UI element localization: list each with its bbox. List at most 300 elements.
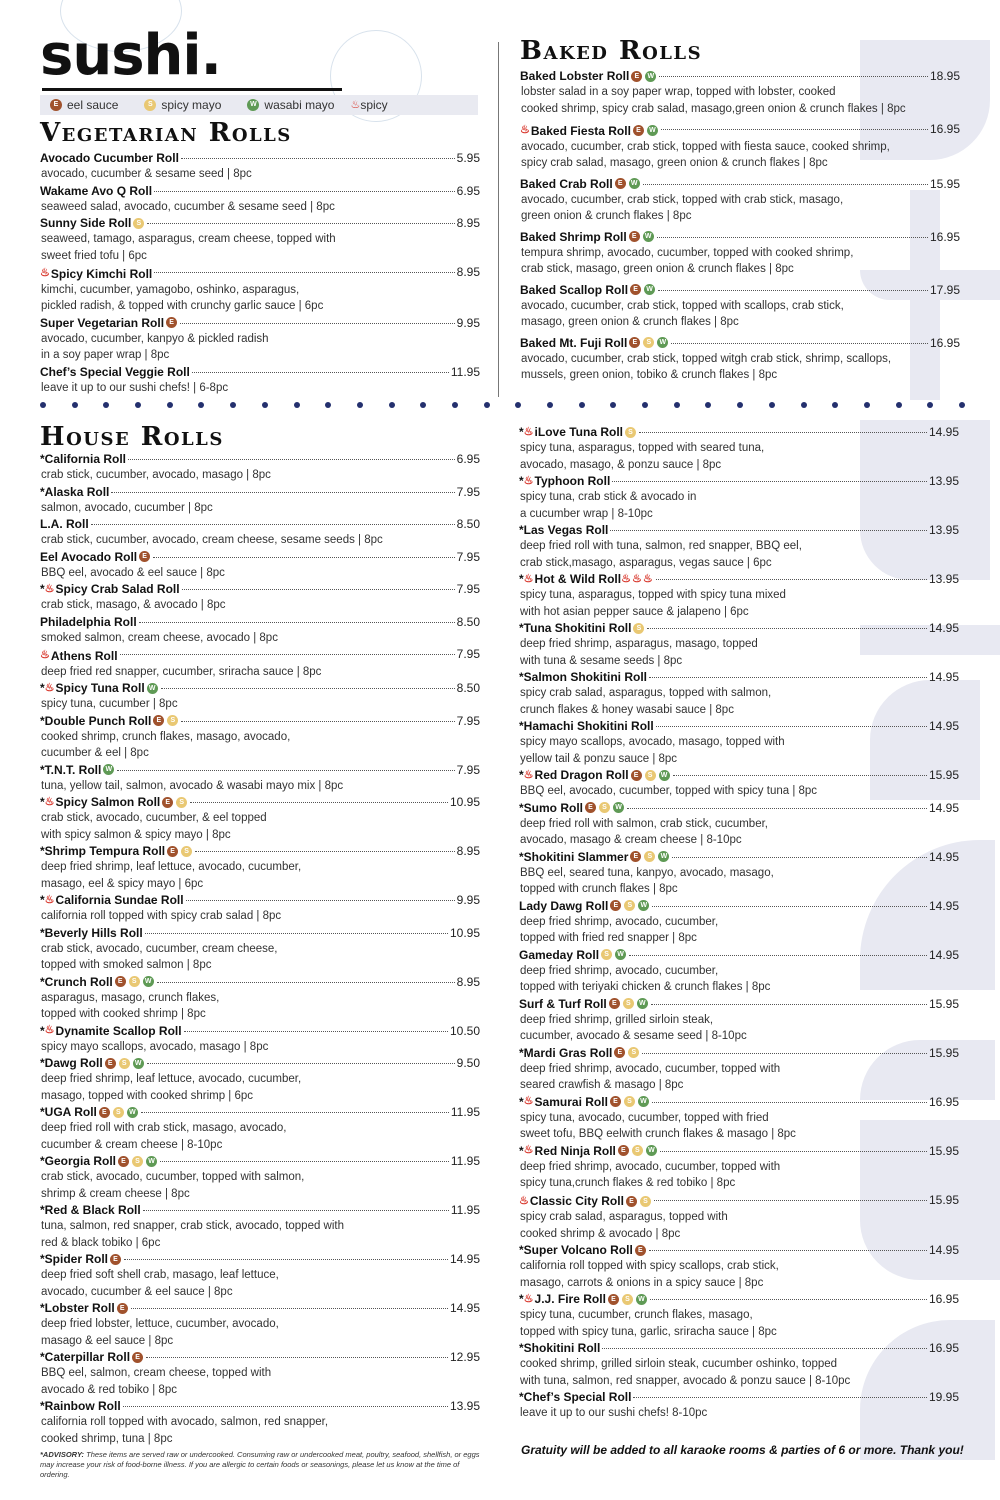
menu-item-name-wrap bbox=[40, 1202, 141, 1218]
menu-item-description: deep fried shrimp, leaf lettuce, avocado, cucumber, masago, eel & spicy mayo | 6pc bbox=[41, 861, 302, 890]
menu-item-price: 13.95 bbox=[928, 572, 959, 586]
menu-item-price: 7.95 bbox=[456, 549, 480, 564]
menu-item-name-wrap bbox=[40, 974, 155, 990]
raw-advisory-asterisk: * bbox=[40, 582, 45, 596]
menu-item-row bbox=[40, 925, 480, 941]
menu-item-price: 9.95 bbox=[456, 893, 480, 907]
wasabi-mayo-icon: W bbox=[637, 998, 648, 1009]
section-title: Baked Rolls bbox=[520, 36, 703, 66]
menu-item-row bbox=[519, 669, 959, 685]
menu-item-name: Samurai Roll bbox=[534, 1094, 608, 1109]
separator-dot bbox=[262, 402, 268, 408]
menu-item-name: Baked Crab Roll bbox=[520, 176, 613, 191]
menu-item-row bbox=[520, 176, 960, 192]
spicy-flame-icon: ♨ bbox=[40, 649, 50, 661]
dot-leader bbox=[91, 524, 455, 525]
dot-leader bbox=[195, 851, 455, 852]
menu-item-name-wrap bbox=[519, 522, 608, 538]
menu-item-description: avocado, cucumber & sesame seed | 8pc bbox=[41, 168, 252, 180]
dot-leader bbox=[128, 459, 455, 460]
separator-dot bbox=[294, 402, 300, 408]
menu-item-name-wrap bbox=[40, 762, 115, 778]
menu-item-name: Red Ninja Roll bbox=[534, 1143, 616, 1158]
menu-item-price: 9.95 bbox=[456, 315, 480, 330]
menu-item bbox=[40, 646, 480, 680]
menu-item-description: deep fried roll with crab stick, masago, avocado, cucumber & cream cheese | 8-10pc bbox=[41, 1122, 287, 1151]
menu-item-name: Baked Scallop Roll bbox=[520, 282, 629, 297]
menu-item-description: deep fried red snapper, cucumber, sriracha sauce | 8pc bbox=[41, 665, 322, 678]
menu-item-description: spicy mayo scallops, avocado, masago, topped with yellow tail & ponzu sauce | 8pc bbox=[520, 736, 785, 765]
menu-item-price: 17.95 bbox=[929, 282, 960, 297]
menu-item-description: crab stick, avocado, cucumber, & eel topped with spicy salmon & spicy mayo | 8pc bbox=[41, 812, 267, 841]
menu-item bbox=[519, 1291, 959, 1340]
menu-item-name: T.N.T. Roll bbox=[44, 762, 102, 777]
menu-item-description: crab stick, avocado, cucumber, cream cheese, topped with smoked salmon | 8pc bbox=[41, 942, 278, 971]
wasabi-mayo-icon: W bbox=[647, 125, 658, 136]
separator-dot bbox=[72, 402, 78, 408]
wasabi-mayo-icon: W bbox=[644, 284, 655, 295]
menu-item-name-wrap bbox=[520, 176, 641, 192]
menu-item-name-wrap bbox=[520, 123, 659, 139]
menu-item bbox=[40, 794, 480, 843]
menu-item-price: 15.95 bbox=[929, 176, 960, 191]
menu-item-name: Baked Fiesta Roll bbox=[530, 123, 631, 138]
spicy-mayo-icon: S bbox=[633, 623, 644, 634]
menu-item-price: 7.95 bbox=[456, 647, 480, 661]
menu-item bbox=[40, 484, 480, 517]
menu-item-price: 15.95 bbox=[928, 768, 959, 782]
legend-wasabi bbox=[247, 98, 334, 112]
separator-dot bbox=[357, 402, 363, 408]
menu-item bbox=[519, 1045, 959, 1094]
menu-item-price: 16.95 bbox=[928, 1094, 959, 1109]
eel-sauce-icon: E bbox=[608, 1294, 619, 1305]
menu-item bbox=[40, 925, 480, 974]
menu-item-name-wrap bbox=[519, 473, 610, 489]
spicy-mayo-icon: S bbox=[599, 802, 610, 813]
separator-dot bbox=[515, 402, 521, 408]
dot-leader bbox=[673, 775, 927, 776]
spicy-flame-icon: ♨ bbox=[519, 1194, 529, 1207]
menu-item-name: Mardi Gras Roll bbox=[523, 1045, 613, 1060]
legend-label: wasabi mayo bbox=[264, 98, 335, 112]
house-rolls-list bbox=[40, 451, 480, 1447]
menu-item-price: 12.95 bbox=[449, 1350, 480, 1364]
menu-item-description: spicy crab salad, asparagus, topped with cooked shrimp & avocado | 8pc bbox=[520, 1211, 728, 1240]
wasabi-mayo-icon: W bbox=[127, 1107, 138, 1118]
spicy-mayo-icon: S bbox=[644, 851, 655, 862]
menu-item-description: deep fried shrimp, asparagus, masago, topped with tuna & sesame seeds | 8pc bbox=[520, 638, 758, 667]
spicy-mayo-icon: S bbox=[176, 797, 187, 808]
menu-item-description: salmon, avocado, cucumber | 8pc bbox=[41, 501, 213, 514]
separator-dot bbox=[927, 402, 933, 408]
menu-item bbox=[40, 549, 480, 582]
menu-item bbox=[519, 571, 959, 620]
separator-dot bbox=[484, 402, 490, 408]
raw-advisory-asterisk: * bbox=[519, 1243, 524, 1257]
menu-item-price: 19.95 bbox=[928, 1390, 959, 1404]
menu-item-name: Dynamite Scallop Roll bbox=[55, 1023, 182, 1038]
menu-item-name-wrap bbox=[40, 581, 180, 597]
menu-item-description: spicy tuna, avocado, cucumber, topped with fried sweet tofu, BBQ eelwith crunch flakes & masago | 8pc bbox=[520, 1111, 796, 1140]
menu-item-row bbox=[40, 315, 480, 331]
eel-sauce-icon: E bbox=[99, 1107, 110, 1118]
eel-sauce-icon: E bbox=[50, 99, 62, 111]
dot-leader bbox=[643, 184, 928, 185]
wasabi-mayo-icon: W bbox=[247, 99, 259, 111]
eel-sauce-icon: E bbox=[110, 1254, 121, 1265]
menu-item-description: tuna, yellow tail, salmon, avocado & wasabi mayo mix | 8pc bbox=[41, 779, 344, 792]
legend-spicy-mayo bbox=[144, 98, 221, 112]
spicy-flame-icon: ♨ bbox=[44, 795, 55, 808]
separator-dot bbox=[864, 402, 870, 408]
spicy-mayo-icon: S bbox=[640, 1196, 651, 1207]
raw-advisory-asterisk: * bbox=[519, 621, 524, 635]
spicy-mayo-icon: S bbox=[601, 949, 612, 960]
wasabi-mayo-icon: W bbox=[629, 178, 640, 189]
menu-item-row bbox=[40, 183, 480, 199]
raw-advisory-asterisk: * bbox=[519, 1045, 524, 1060]
dot-leader bbox=[639, 432, 927, 433]
menu-item-name: Georgia Roll bbox=[44, 1154, 117, 1168]
menu-item-row bbox=[40, 549, 480, 565]
advisory-text: These items are served raw or undercooked. Consuming raw or undercooked meat, poultry, seafood, shellfish, or eggs may increase your risk of food-borne illness. If you are allergic to certain foods or seasonings, please let us know at the time of ordering. bbox=[40, 1450, 480, 1479]
dot-leader bbox=[647, 628, 927, 629]
raw-advisory-asterisk: * bbox=[519, 1094, 524, 1109]
dot-leader bbox=[650, 1299, 927, 1300]
menu-item-row bbox=[40, 1349, 480, 1365]
menu-item bbox=[40, 843, 480, 892]
dot-leader bbox=[602, 1348, 927, 1349]
menu-item-price: 10.95 bbox=[449, 795, 480, 809]
menu-item-name-wrap bbox=[520, 282, 656, 298]
menu-item-name: Red & Black Roll bbox=[44, 1203, 141, 1217]
dot-leader bbox=[649, 1250, 927, 1251]
menu-item-row bbox=[40, 680, 480, 696]
menu-item-row bbox=[40, 713, 480, 729]
menu-item-row bbox=[40, 1104, 480, 1120]
menu-item-description: BBQ eel, avocado & eel sauce | 8pc bbox=[41, 566, 225, 579]
menu-item-name-wrap bbox=[519, 571, 654, 587]
menu-item-name-wrap bbox=[40, 484, 109, 500]
separator-dot bbox=[40, 402, 46, 408]
spicy-flame-icon: ♨ bbox=[44, 582, 55, 595]
eel-sauce-icon: E bbox=[630, 284, 641, 295]
menu-item-row bbox=[40, 264, 480, 282]
menu-item-description: leave it up to our sushi chefs! 8-10pc bbox=[520, 1407, 708, 1419]
menu-item-name-wrap bbox=[40, 1023, 182, 1039]
eel-sauce-icon: E bbox=[117, 1303, 128, 1314]
separator-dot bbox=[452, 402, 458, 408]
dot-leader bbox=[627, 808, 927, 809]
spicy-mayo-icon: S bbox=[119, 1058, 130, 1069]
menu-item-description: spicy tuna, asparagus, topped with spicy tuna mixed with hot asian pepper sauce & jalapeno | 6pc bbox=[520, 589, 786, 618]
menu-item bbox=[519, 522, 959, 571]
menu-item-row bbox=[519, 571, 959, 587]
menu-item-price: 18.95 bbox=[929, 69, 960, 83]
legend-spicy bbox=[350, 98, 387, 112]
menu-item-price: 6.95 bbox=[456, 452, 480, 466]
menu-item-row bbox=[40, 516, 480, 532]
house-rolls-list-right bbox=[519, 424, 959, 1422]
menu-item-description: deep fried roll with salmon, crab stick, cucumber, avocado, masago & cream cheese | 8-10pc bbox=[520, 817, 768, 846]
menu-item-description: spicy tuna, crab stick & avocado in a cucumber wrap | 8-10pc bbox=[520, 491, 697, 520]
raw-advisory-asterisk: * bbox=[40, 713, 45, 728]
menu-item-price: 14.95 bbox=[928, 670, 959, 684]
raw-advisory-asterisk: * bbox=[40, 452, 45, 466]
menu-item-price: 5.95 bbox=[456, 151, 480, 165]
menu-item-description: tempura shrimp, avocado, cucumber, topped with cooked shrimp, crab stick, masago, green onion & crunch flakes | 8pc bbox=[521, 246, 854, 275]
raw-advisory-asterisk: * bbox=[519, 474, 524, 488]
menu-item-description: BBQ eel, salmon, cream cheese, topped with avocado & red tobiko | 8pc bbox=[41, 1367, 272, 1396]
menu-item-name: Crunch Roll bbox=[44, 974, 113, 989]
menu-item-name: Spicy Tuna Roll bbox=[55, 681, 145, 695]
brand-underline bbox=[42, 88, 342, 91]
menu-item-row bbox=[40, 484, 480, 500]
dot-leader bbox=[672, 857, 927, 858]
dot-leader bbox=[182, 589, 455, 590]
menu-item-name: Hamachi Shokitini Roll bbox=[523, 719, 654, 733]
menu-item bbox=[519, 1389, 959, 1422]
menu-item-row bbox=[520, 121, 960, 139]
menu-item-description: deep fried soft shell crab, masago, leaf lettuce, avocado, cucumber & eel sauce | 8pc bbox=[41, 1269, 279, 1298]
menu-item bbox=[40, 1055, 480, 1104]
menu-item-row bbox=[40, 1300, 480, 1316]
eel-sauce-icon: E bbox=[615, 178, 626, 189]
eel-sauce-icon: E bbox=[630, 851, 641, 862]
menu-item-price: 13.95 bbox=[928, 474, 959, 488]
section-title: House Rolls bbox=[40, 422, 224, 452]
baked-list bbox=[520, 68, 960, 384]
menu-item-price: 13.95 bbox=[449, 1399, 480, 1413]
menu-item-row bbox=[519, 849, 959, 865]
dot-leader bbox=[145, 933, 448, 934]
menu-item-name-wrap bbox=[519, 849, 670, 865]
separator-dot bbox=[642, 402, 648, 408]
menu-item-price: 14.95 bbox=[928, 849, 959, 864]
menu-item bbox=[40, 614, 480, 647]
dot-leader bbox=[629, 955, 927, 956]
menu-item-price: 8.50 bbox=[456, 614, 480, 629]
menu-item-name: Spicy Crab Salad Roll bbox=[55, 582, 180, 596]
menu-item-price: 11.95 bbox=[450, 1154, 480, 1168]
separator-dot bbox=[705, 402, 711, 408]
eel-sauce-icon: E bbox=[609, 998, 620, 1009]
menu-item-name: Beverly Hills Roll bbox=[44, 925, 143, 940]
raw-advisory-asterisk: * bbox=[40, 795, 45, 809]
spicy-flame-icon: ♨ bbox=[520, 124, 530, 136]
wasabi-mayo-icon: W bbox=[658, 851, 669, 862]
menu-item-price: 14.95 bbox=[928, 898, 959, 913]
menu-item-name: Eel Avocado Roll bbox=[40, 549, 138, 564]
eel-sauce-icon: E bbox=[631, 71, 642, 82]
spicy-mayo-icon: S bbox=[144, 99, 156, 111]
dot-leader bbox=[131, 1308, 448, 1309]
spicy-flame-icon: ♨ bbox=[44, 893, 55, 906]
raw-advisory-asterisk: * bbox=[519, 425, 524, 439]
menu-item-name: Lady Dawg Roll bbox=[519, 898, 609, 913]
spicy-flame-icon: ♨ bbox=[523, 768, 534, 781]
flame-icon: ♨ bbox=[350, 98, 361, 111]
eel-sauce-icon: E bbox=[618, 1145, 629, 1156]
menu-item-price: 16.95 bbox=[929, 335, 960, 350]
menu-item-row bbox=[519, 1340, 959, 1356]
menu-item-name: Hot & Wild Roll bbox=[534, 572, 622, 586]
eel-sauce-icon: E bbox=[115, 976, 126, 987]
menu-item-name: Sumo Roll bbox=[523, 800, 584, 815]
menu-item-row bbox=[40, 1153, 480, 1169]
separator-dot bbox=[167, 402, 173, 408]
menu-item-name: Chef’s Special Roll bbox=[523, 1390, 632, 1404]
wasabi-mayo-icon: W bbox=[143, 976, 154, 987]
menu-item-name-wrap bbox=[519, 1193, 652, 1209]
separator-dot bbox=[135, 402, 141, 408]
menu-item bbox=[40, 892, 480, 925]
menu-item-name-wrap bbox=[519, 669, 647, 685]
spicy-flame-icon: ♨ bbox=[523, 474, 534, 487]
raw-advisory-asterisk: * bbox=[40, 1301, 45, 1315]
raw-advisory-asterisk: * bbox=[519, 768, 524, 782]
menu-item-price: 10.95 bbox=[449, 925, 480, 940]
menu-item-row bbox=[40, 581, 480, 597]
raw-advisory-asterisk: * bbox=[40, 1154, 45, 1168]
menu-item-row bbox=[520, 229, 960, 245]
menu-item-name-wrap bbox=[40, 549, 151, 565]
menu-item-name-wrap bbox=[40, 1398, 121, 1414]
gratuity-note: Gratuity will be added to all karaoke rooms & parties of 6 or more. Thank you! bbox=[521, 1443, 964, 1457]
menu-item-row bbox=[519, 898, 959, 914]
menu-item bbox=[40, 581, 480, 614]
wasabi-mayo-icon: W bbox=[657, 337, 668, 348]
menu-item-name-wrap bbox=[519, 947, 627, 963]
menu-item-price: 8.50 bbox=[456, 517, 480, 531]
menu-item-name: Avocado Cucumber Roll bbox=[40, 151, 179, 165]
brand-title: sushi. bbox=[40, 23, 221, 88]
eel-sauce-icon: E bbox=[610, 900, 621, 911]
menu-item-name-wrap bbox=[519, 718, 654, 734]
menu-item-name-wrap bbox=[40, 892, 184, 908]
menu-item-name: Shrimp Tempura Roll bbox=[44, 844, 166, 858]
menu-item-name-wrap bbox=[519, 1242, 647, 1258]
menu-item-name: Baked Shrimp Roll bbox=[520, 229, 627, 244]
eel-sauce-icon: E bbox=[629, 231, 640, 242]
raw-advisory-asterisk: * bbox=[40, 1203, 45, 1217]
menu-item-name: Gameday Roll bbox=[519, 947, 600, 962]
menu-item bbox=[519, 473, 959, 522]
spicy-mayo-icon: S bbox=[625, 427, 636, 438]
spicy-mayo-icon: S bbox=[113, 1107, 124, 1118]
menu-item-name-wrap bbox=[519, 767, 671, 783]
menu-item-name: Typhoon Roll bbox=[534, 474, 611, 488]
menu-item bbox=[40, 1300, 480, 1349]
menu-item-description: deep fried lobster, lettuce, cucumber, avocado, masago & eel sauce | 8pc bbox=[41, 1318, 279, 1347]
dot-leader bbox=[180, 323, 455, 324]
menu-item bbox=[519, 718, 959, 767]
menu-item-name-wrap bbox=[40, 150, 179, 166]
menu-item-name: Shokitini Roll bbox=[523, 1341, 601, 1355]
menu-item-name: Surf & Turf Roll bbox=[519, 996, 607, 1011]
wasabi-mayo-icon: W bbox=[615, 949, 626, 960]
house-rolls-section bbox=[40, 424, 480, 1447]
dot-leader bbox=[671, 343, 928, 344]
wasabi-mayo-icon: W bbox=[646, 1145, 657, 1156]
menu-item-name: Red Dragon Roll bbox=[534, 768, 629, 782]
menu-item-price: 11.95 bbox=[450, 1203, 480, 1217]
menu-item-description: avocado, cucumber, crab stick, topped with fiesta sauce, cooked shrimp, spicy crab salad, masago, green onion & crunch flakes | 8pc bbox=[521, 140, 890, 169]
dot-leader bbox=[659, 76, 928, 77]
menu-item bbox=[519, 620, 959, 669]
dot-leader bbox=[181, 721, 454, 722]
menu-item bbox=[519, 800, 959, 849]
menu-item-price: 11.95 bbox=[450, 364, 480, 379]
raw-advisory-asterisk: * bbox=[519, 1341, 524, 1355]
menu-item-name-wrap bbox=[40, 680, 159, 696]
wasabi-mayo-icon: W bbox=[645, 71, 656, 82]
menu-item-name: Las Vegas Roll bbox=[523, 523, 609, 537]
dotted-separator bbox=[40, 402, 965, 412]
menu-item-row bbox=[520, 68, 960, 84]
dot-leader bbox=[154, 191, 455, 192]
menu-item-description: spicy tuna, cucumber, crunch flakes, masago, topped with spicy tuna, garlic, sriracha sauce | 8pc bbox=[520, 1309, 777, 1338]
menu-item-price: 15.95 bbox=[928, 1192, 959, 1207]
raw-advisory-asterisk: * bbox=[40, 762, 45, 777]
menu-item-description: deep fried shrimp, avocado, cucumber, topped with seared crawfish & masago | 8pc bbox=[520, 1062, 781, 1091]
dot-leader bbox=[654, 1200, 927, 1201]
menu-item-row bbox=[519, 620, 959, 636]
menu-item bbox=[40, 150, 480, 183]
menu-item-name: UGA Roll bbox=[44, 1105, 97, 1119]
menu-item-name: Spicy Kimchi Roll bbox=[50, 266, 153, 281]
menu-item-row bbox=[520, 335, 960, 351]
menu-item bbox=[40, 680, 480, 713]
menu-item-description: spicy mayo scallops, avocado, masago | 8pc bbox=[41, 1040, 269, 1053]
menu-item bbox=[40, 1023, 480, 1056]
dot-leader bbox=[660, 1151, 927, 1152]
dot-leader bbox=[153, 557, 455, 558]
menu-item-name-wrap bbox=[519, 800, 625, 816]
menu-item-description: california roll topped with avocado, salmon, red snapper, cooked shrimp, tuna | 8pc bbox=[41, 1416, 329, 1445]
separator-dot bbox=[547, 402, 553, 408]
raw-advisory-asterisk: * bbox=[519, 719, 524, 733]
menu-item-name: Caterpillar Roll bbox=[44, 1350, 131, 1364]
menu-item-price: 10.50 bbox=[449, 1023, 480, 1038]
menu-item-description: spicy tuna, asparagus, topped with seared tuna, avocado, masago, & ponzu sauce | 8pc bbox=[520, 442, 765, 471]
menu-item bbox=[40, 183, 480, 216]
menu-item bbox=[519, 947, 959, 996]
advisory-label: *ADVISORY: bbox=[40, 1450, 85, 1459]
menu-item-row bbox=[519, 996, 959, 1012]
menu-item-row bbox=[519, 424, 959, 440]
menu-item-name-wrap bbox=[519, 1340, 600, 1356]
menu-item-price: 14.95 bbox=[928, 1243, 959, 1257]
menu-item-row bbox=[40, 762, 480, 778]
menu-item-description: avocado, cucumber, crab stick, topped with crab stick, masago, green onion & crunch flakes | 8pc bbox=[521, 193, 844, 222]
menu-item-row bbox=[519, 522, 959, 538]
menu-item-row bbox=[519, 473, 959, 489]
spicy-mayo-icon: S bbox=[632, 1145, 643, 1156]
separator-dot bbox=[103, 402, 109, 408]
eel-sauce-icon: E bbox=[626, 1196, 637, 1207]
menu-item-description: tuna, salmon, red snapper, crab stick, avocado, topped with red & black tobiko | 6pc bbox=[41, 1220, 345, 1249]
spicy-mayo-icon: S bbox=[622, 1294, 633, 1305]
wasabi-mayo-icon: W bbox=[638, 900, 649, 911]
separator-dot bbox=[325, 402, 331, 408]
spicy-mayo-icon: S bbox=[643, 337, 654, 348]
eel-sauce-icon: E bbox=[614, 1047, 625, 1058]
menu-item-row bbox=[40, 974, 480, 990]
menu-item-name-wrap bbox=[40, 1153, 158, 1169]
raw-advisory-asterisk: * bbox=[40, 1350, 45, 1364]
